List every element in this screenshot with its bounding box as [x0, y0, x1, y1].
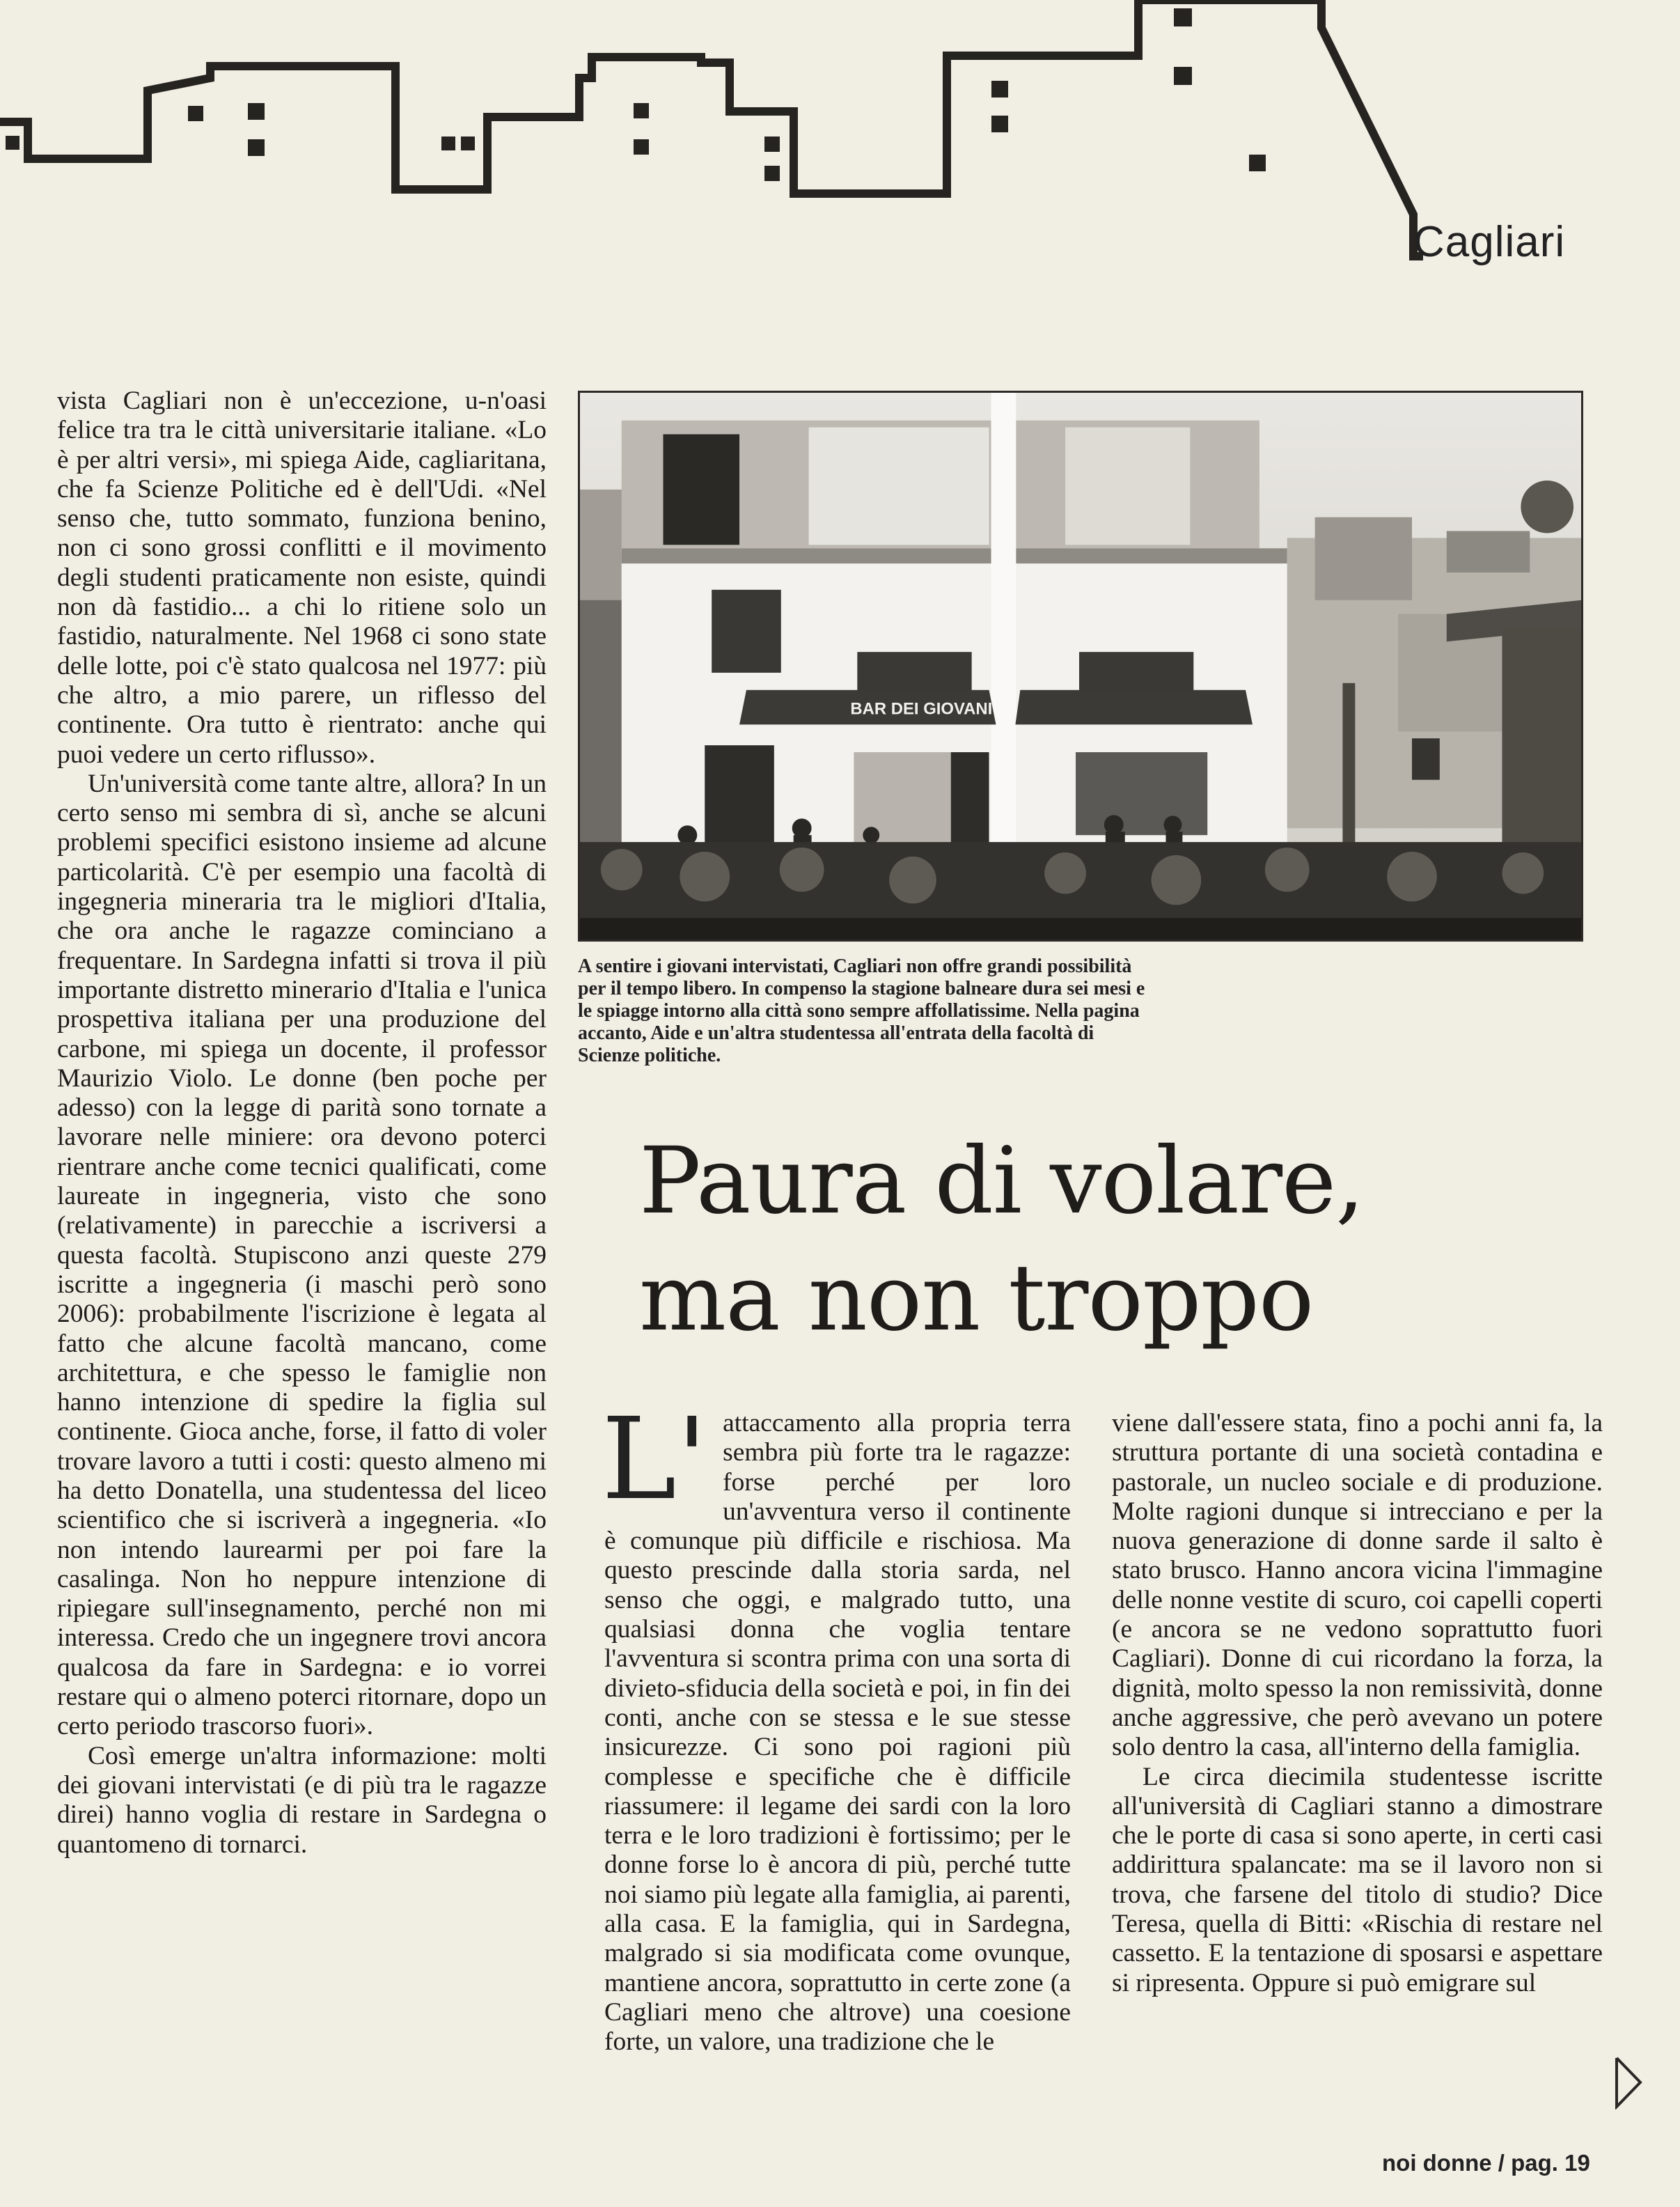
- paragraph-text: attaccamento alla propria terra sembra più forte tra le ragazze: forse perché per loro un'avventura verso il continente è comunque più difficile e rischiosa. Ma questo prescinde dalla storia sarda, nel senso che oggi, e malgrado tutto, una qualsiasi donna che voglia tentare l'avventura si scontra prima con una sorta di divieto-sfiducia della società e poi, in fin dei conti, anche con se stessa e le sue stesse insicurezze. Ci sono poi ragioni più complesse e specifiche che è difficile riassumere: il legame dei sardi con la loro terra e le loro tradizioni è fortissimo; per le donne forse lo è ancora di più, perché tutte noi siamo più legate alla famiglia, ai parenti, alla casa. E la famiglia, qui in Sardegna, malgrado si sia modificata come ovunque, mantiene ancora, soprattutto in certe zone (a Cagliari meno che altrove) una coesione forte, un valore, una tradizione che le: [604, 1409, 1071, 2057]
- bar-photo: [578, 391, 1583, 942]
- headline: [639, 1123, 1586, 1357]
- photo-caption: A sentire i giovani intervistati, Cagliari non offre grandi possibilità per il tempo libero. In compenso la stagione balneare dura sei mesi e le spiagge intorno alla città sono sempre affollatissime. Nella pagina accanto, Aide e un'altra studentessa all'entrata della facoltà di Scienze politiche.: [578, 956, 1145, 1066]
- paragraph: Così emerge un'altra informazione: molti dei giovani intervistati (e di più tra le ragazze direi) hanno voglia di restare in Sardegna o quantomeno di tornarci.: [57, 1741, 547, 1859]
- paragraph: viene dall'essere stata, fino a pochi anni fa, la struttura portante di una società contadina e pastorale, un nucleo sociale e di produzione. Molte ragioni dunque si intrecciano e per la nuova generazione di donne sarde il salto è stato brusco. Hanno ancora vicina l'immagine delle nonne vestite di scuro, coi capelli coperti (e ancora se ne vedono soprattutto fuori Cagliari). Donne di cui ricordano la forza, la dignità, molto spesso la non remissività, donne anche aggressive, che però avevano un potere solo dentro la casa, all'interno della famiglia.: [1112, 1409, 1603, 1762]
- paragraph: Un'università come tante altre, allora? In un certo senso mi sembra di sì, anche se alcuni problemi specifici esistono insieme ad alcune particolarità. C'è per esempio una facoltà di ingegneria mineraria tra le migliori d'Italia, che ora anche le ragazze cominciano a frequentare. In Sardegna infatti si trova il più importante distretto minerario d'Italia e l'unica prospettiva italiana per una produzione del carbone, mi spiega un docente, il professor Maurizio Violo. Le donne (ben poche per adesso) con la legge di parità sono tornate a lavorare nelle miniere: ora devono poterci rientrare anche come tecnici qualificati, come laureate in ingegneria, visto che sono (relativamente) in parecchie a iscriversi a questa facoltà. Stupiscono anzi queste 279 iscritte a ingegneria (i maschi però sono 2006): probabilmente l'iscrizione è legata al fatto che alcune facoltà mancano, come architettura, e che spesso le famiglie non hanno intenzione di spedire la figlia sul continente. Gioca anche, forse, il fatto di voler trovare lavoro a tutti i costi: questo almeno mi ha detto Donatella, una studentessa del liceo scientifico che si iscriverà a ingegneria. «Io non intendo laurearmi per poi fare la casalinga. Non ho neppure intenzione di ripiegare sull'insegnamento, perché non mi interessa. Credo che un ingegnere trovi ancora qualcosa da fare in Sardegna: e io vorrei restare qui o almeno poterci ritornare, dopo un certo periodo trascorso fuori».: [57, 769, 547, 1741]
- headline-line-1: Paura di volare,: [639, 1128, 1365, 1235]
- bar-sign-text: BAR DEI GIOVANI: [850, 699, 993, 719]
- paragraph: [602, 1394, 1071, 2057]
- continue-arrow-icon: [1614, 2055, 1643, 2109]
- page-footer: noi donne / pag. 19: [1382, 2150, 1590, 2176]
- drop-cap: L': [602, 1394, 708, 1525]
- section-label: Cagliari: [1413, 218, 1566, 266]
- paragraph: vista Cagliari non è un'eccezione, u-n'oasi felice tra tra le città universitarie italiane. «Lo è per altri versi», mi spiega Aide, cagliaritana, che fa Scienze Politiche ed è dell'Udi. «Nel senso che, tutto sommato, funziona benino, non ci sono grossi conflitti e il movimento degli studenti praticamente non esiste, quindi non dà fastidio... a chi lo ritiene solo un fastidio, naturalmente. Nel 1968 ci sono state delle lotte, poi c'è stato qualcosa nel 1977: più che altro, a mio parere, un riflesso del continente. Ora tutto è rientrato: anche qui puoi vedere un certo riflusso».: [57, 387, 547, 769]
- article-column-2: [602, 1394, 1071, 2057]
- article-column-1: [57, 387, 547, 1859]
- headline-line-2: ma non troppo: [639, 1245, 1314, 1352]
- article-column-3: [1112, 1409, 1603, 1998]
- paragraph: Le circa diecimila studentesse iscritte all'università di Cagliari stanno a dimostrare che le porte di casa si sono aperte, in certi casi addirittura spalancate: ma se il lavoro non si trova, che farsene del titolo di studio? Dice Teresa, quella di Bitti: «Rischia di restare nel cassetto. E la tentazione di sposarsi e aspettare si ripresenta. Oppure si può emigrare sul: [1112, 1762, 1603, 1997]
